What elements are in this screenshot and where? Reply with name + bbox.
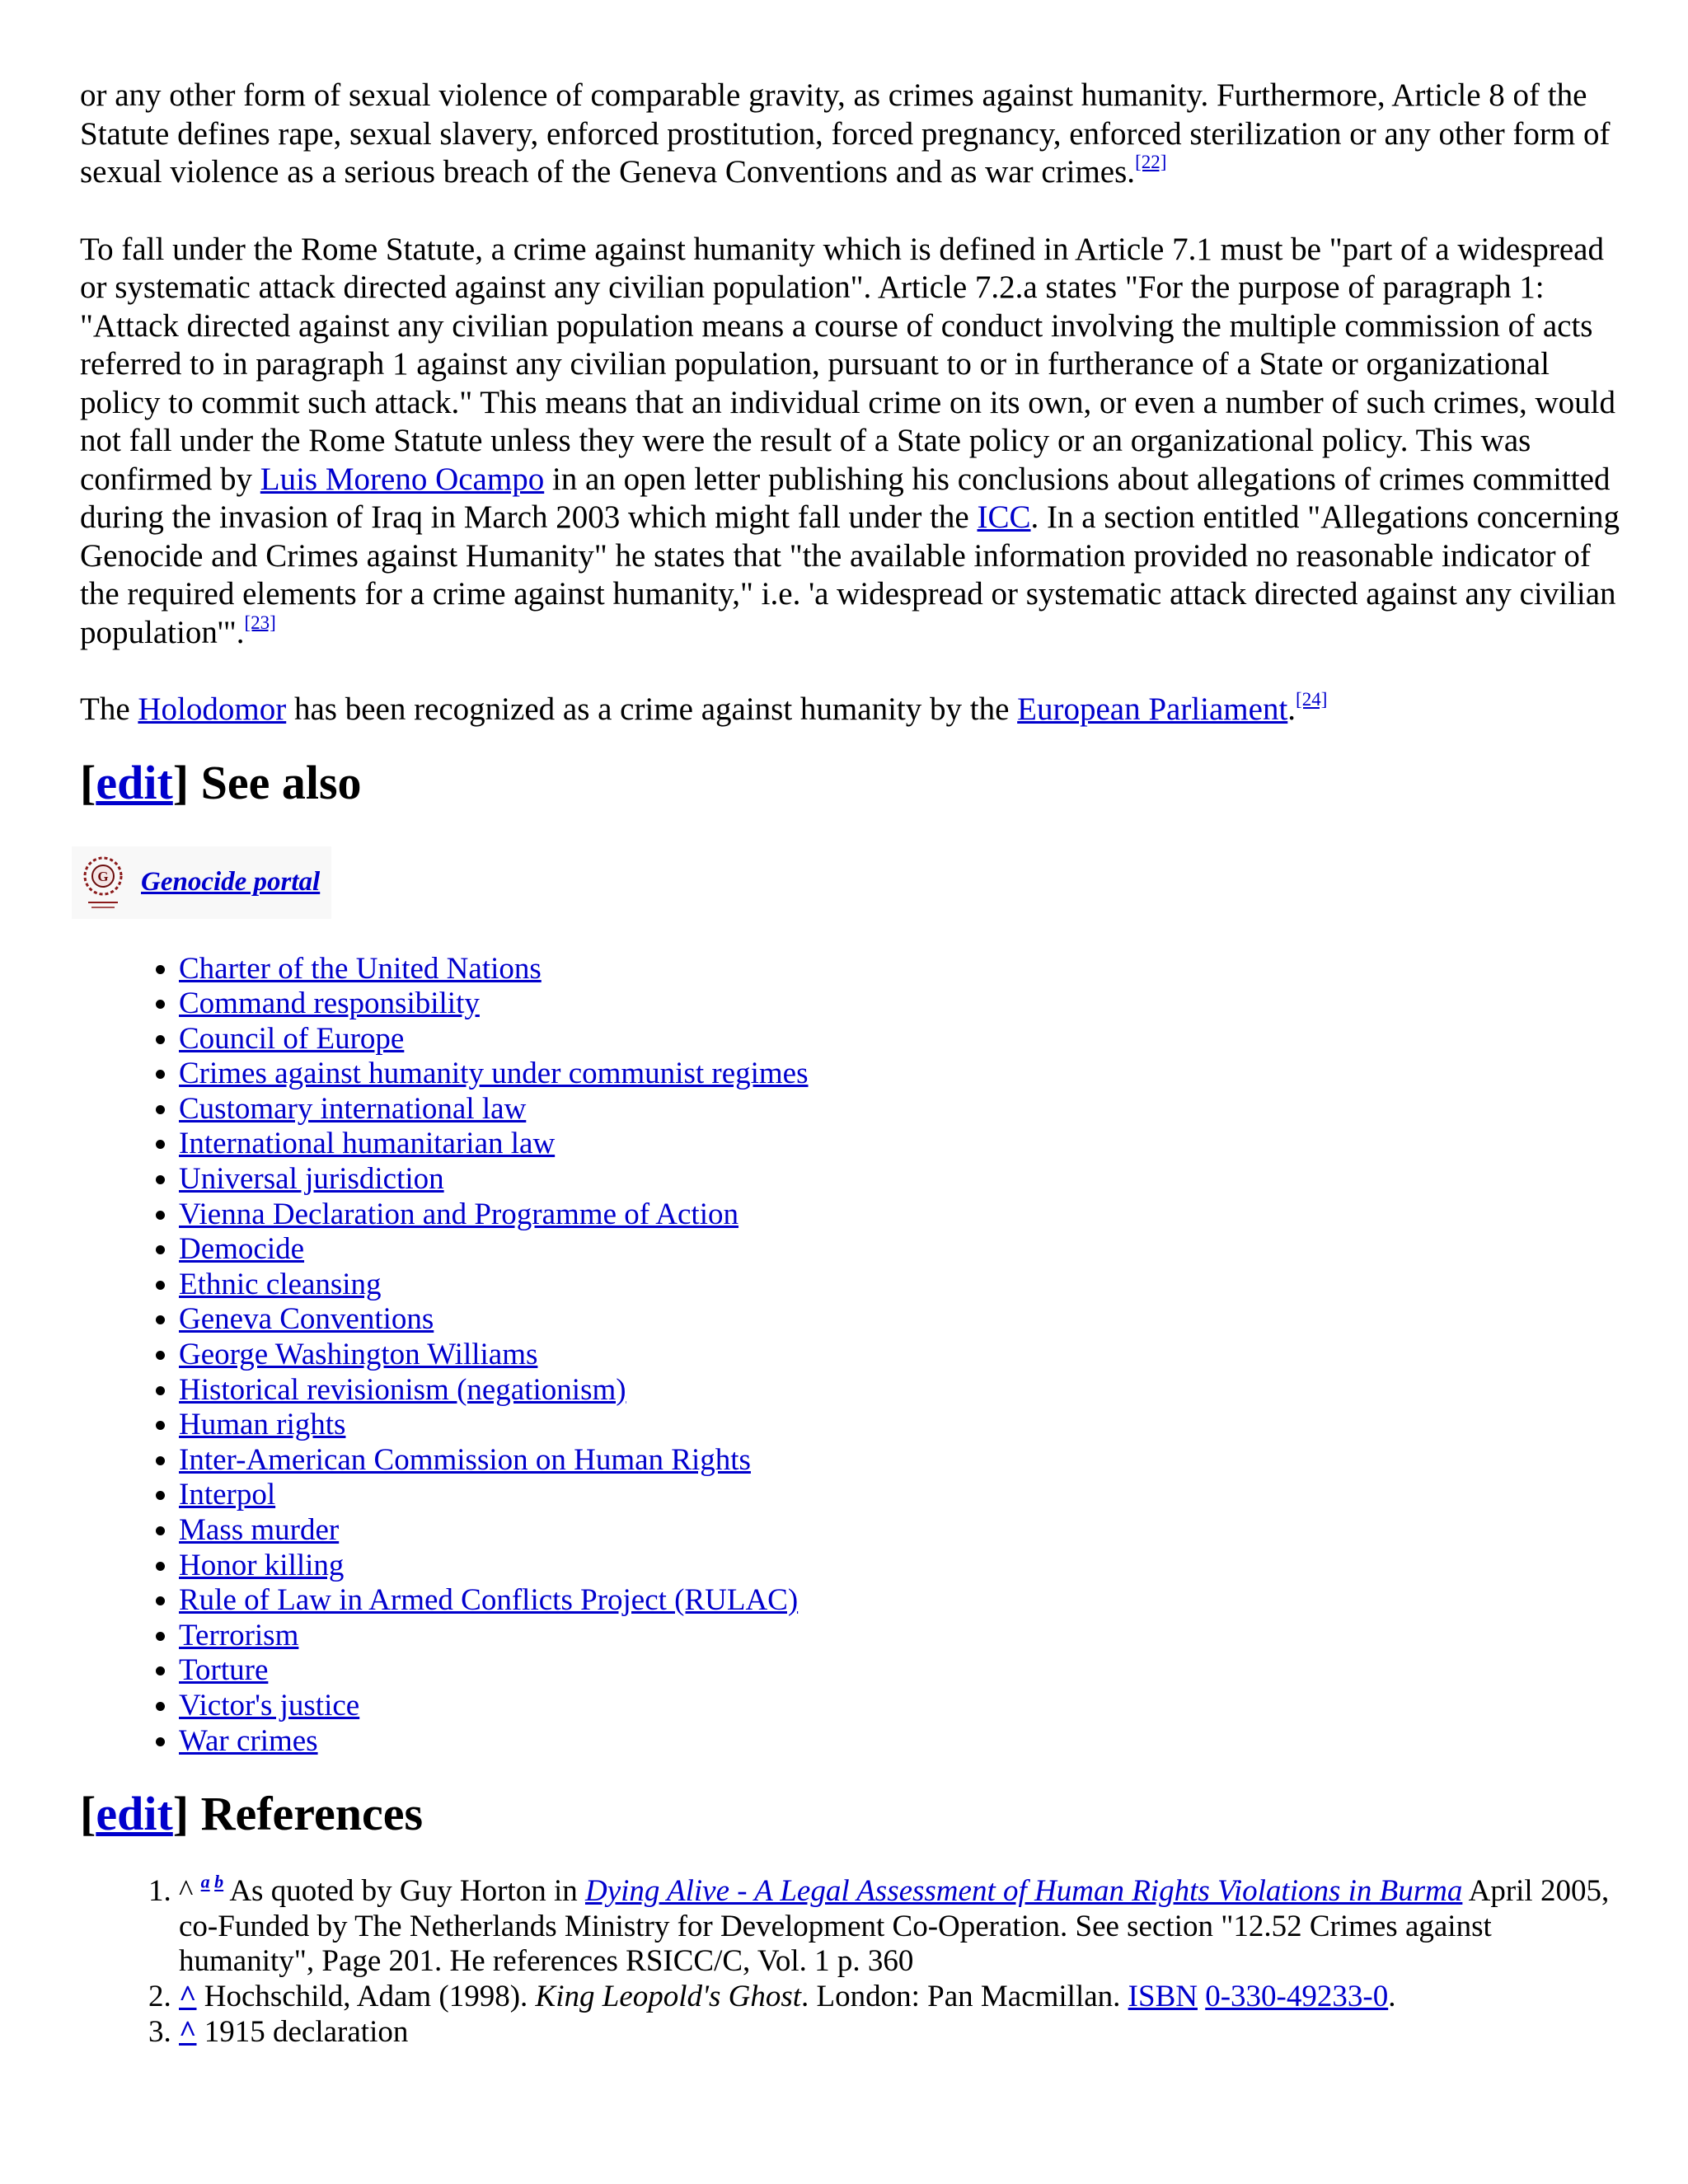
reference-text: . [1388, 1979, 1396, 2013]
see-also-item [179, 1478, 1621, 1513]
see-also-item [179, 1197, 1621, 1233]
see-also-link[interactable]: Victor's justice [179, 1688, 360, 1722]
reference-item [179, 1980, 1621, 2015]
see-also-item [179, 987, 1621, 1022]
genocide-portal-icon [77, 853, 129, 912]
bracket-open: [ [80, 755, 96, 809]
see-also-item [179, 1162, 1621, 1197]
see-also-item [179, 1619, 1621, 1654]
section-title: See also [189, 755, 362, 809]
citation-22-link[interactable]: [22] [1135, 151, 1167, 172]
reference-text: 1915 declaration [196, 2014, 409, 2049]
caret-backlink[interactable]: ^ [179, 2014, 197, 2049]
paragraph-text: or any other form of sexual violence of comparable gravity, as crimes against humanity. Furthermore, Article 8 of the Statute defines rape, sexual slavery, enforced prostitution, forced pregnancy, enforced sterilization or any other form of sexual violence as a serious breach of the Geneva Conventions and as war crimes. [80, 77, 1611, 190]
bracket-close: ] [172, 1787, 190, 1841]
see-also-item [179, 1408, 1621, 1443]
see-also-link[interactable]: Interpol [179, 1478, 276, 1512]
article-content [80, 77, 1621, 2050]
book-title: King Leopold's Ghost [535, 1979, 801, 2013]
see-also-item [179, 1127, 1621, 1162]
references-list [80, 1871, 1621, 2050]
see-also-item [179, 1513, 1621, 1549]
backlink-a[interactable]: a [200, 1871, 210, 1892]
citation-23-link[interactable]: [23] [244, 612, 276, 633]
see-also-item [179, 952, 1621, 987]
see-also-list [80, 952, 1621, 1760]
paragraph-text: . [1287, 691, 1296, 727]
see-also-link[interactable]: Universal jurisdiction [179, 1162, 444, 1197]
see-also-item [179, 1443, 1621, 1479]
see-also-link[interactable]: Democide [179, 1232, 305, 1267]
see-also-item [179, 1653, 1621, 1689]
svg-text:G: G [97, 868, 109, 884]
icc-link[interactable]: ICC [977, 499, 1031, 535]
see-also-link[interactable]: Charter of the United Nations [179, 951, 542, 986]
isbn-number-link[interactable]: 0-330-49233-0 [1205, 1979, 1389, 2013]
see-also-item [179, 1057, 1621, 1092]
see-also-item [179, 1022, 1621, 1057]
see-also-item [179, 1549, 1621, 1584]
paragraph-holodomor [80, 688, 1621, 729]
luis-moreno-ocampo-link[interactable]: Luis Moreno Ocampo [260, 461, 545, 497]
references-heading [80, 1785, 1621, 1843]
genocide-portal-box [72, 846, 331, 919]
european-parliament-link[interactable]: European Parliament [1017, 691, 1288, 727]
see-also-link[interactable]: Historical revisionism (negationism) [179, 1372, 626, 1407]
paragraph-text: The [80, 691, 138, 727]
see-also-item [179, 1689, 1621, 1724]
dying-alive-link[interactable]: Dying Alive - A Legal Assessment of Human Rights Violations in Burma [584, 1874, 1463, 1909]
see-also-link[interactable]: Vienna Declaration and Programme of Action [179, 1197, 738, 1231]
see-also-link[interactable]: George Washington Williams [179, 1338, 538, 1372]
reference-text: . London: Pan Macmillan. [801, 1979, 1128, 2013]
see-also-item [179, 1724, 1621, 1760]
see-also-link[interactable]: Crimes against humanity under communist regimes [179, 1057, 809, 1091]
paragraph-text: has been recognized as a crime against humanity by the [286, 691, 1018, 727]
genocide-portal-link[interactable]: Genocide portal [141, 867, 321, 897]
reference-item [179, 2015, 1621, 2050]
see-also-link[interactable]: Customary international law [179, 1091, 527, 1126]
see-also-link[interactable]: Rule of Law in Armed Conflicts Project (RULAC) [179, 1583, 799, 1618]
see-also-link[interactable]: Human rights [179, 1408, 346, 1442]
reference-text: As quoted by Guy Horton in [223, 1874, 585, 1909]
see-also-link[interactable]: Inter-American Commission on Human Rights [179, 1442, 751, 1477]
see-also-link[interactable]: Command responsibility [179, 987, 480, 1021]
see-also-item [179, 1373, 1621, 1408]
caret-icon: ^ [179, 1874, 201, 1909]
reference-text: April 2005, co-Funded by The Netherlands Ministry for Development Co-Operation. See section "12.52 Crimes against humanity", Page 201. He references RSICC/C, Vol. 1 p. 360 [179, 1874, 1610, 1979]
see-also-link[interactable]: Council of Europe [179, 1021, 405, 1056]
paragraph-text: in an open letter publishing his conclusions about allegations of crimes committed during the invasion of Iraq in March 2003 which might fall under the [80, 461, 1611, 535]
see-also-item [179, 1338, 1621, 1373]
reference-item [179, 1871, 1621, 1980]
see-also-heading [80, 754, 1621, 812]
see-also-link[interactable]: Ethnic cleansing [179, 1267, 382, 1301]
see-also-item [179, 1302, 1621, 1338]
caret-backlink[interactable]: ^ [179, 1979, 197, 2013]
see-also-item [179, 1232, 1621, 1268]
see-also-link[interactable]: Mass murder [179, 1513, 340, 1547]
bracket-open: [ [80, 1787, 96, 1841]
paragraph-rome-statute [80, 231, 1621, 653]
bracket-close: ] [172, 755, 190, 809]
holodomor-link[interactable]: Holodomor [138, 691, 287, 727]
paragraph-sexual-violence [80, 77, 1621, 192]
see-also-link[interactable]: Honor killing [179, 1548, 345, 1582]
backlink-b[interactable]: b [214, 1871, 224, 1892]
edit-references-link[interactable]: edit [96, 1787, 173, 1841]
isbn-link[interactable]: ISBN [1128, 1979, 1198, 2013]
paragraph-text: To fall under the Rome Statute, a crime against humanity which is defined in Article 7.1 must be "part of a widespread or systematic attack directed against any civilian population". Article 7.2.a states "For the purpose of paragraph 1: "Attack directed against any civilian population means a course of conduct involving the multiple commission of acts referred to in paragraph 1 against any civilian population, pursuant to or in furtherance of a State or organizational policy to commit such attack." This means that an individual crime on its own, or even a number of such crimes, would not fall under the Rome Statute unless they were the result of a State policy or an organizational policy. This was confirmed by [80, 231, 1615, 497]
see-also-link[interactable]: International humanitarian law [179, 1127, 556, 1161]
paragraph-text: . In a section entitled "Allegations concerning Genocide and Crimes against Humanity" he states that "the available information provided no reasonable indicator of the required elements for a crime against humanity," i.e. 'a widespread or systematic attack directed against any civilian population'". [80, 499, 1620, 650]
see-also-link[interactable]: Geneva Conventions [179, 1302, 434, 1337]
see-also-item [179, 1268, 1621, 1303]
see-also-item [179, 1092, 1621, 1127]
edit-see-also-link[interactable]: edit [96, 755, 173, 809]
citation-24-link[interactable]: [24] [1296, 688, 1328, 710]
see-also-item [179, 1583, 1621, 1619]
see-also-link[interactable]: Terrorism [179, 1618, 299, 1652]
see-also-link[interactable]: Torture [179, 1653, 269, 1688]
section-title: References [189, 1787, 424, 1841]
see-also-link[interactable]: War crimes [179, 1723, 318, 1758]
reference-text: Hochschild, Adam (1998). [196, 1979, 536, 2013]
